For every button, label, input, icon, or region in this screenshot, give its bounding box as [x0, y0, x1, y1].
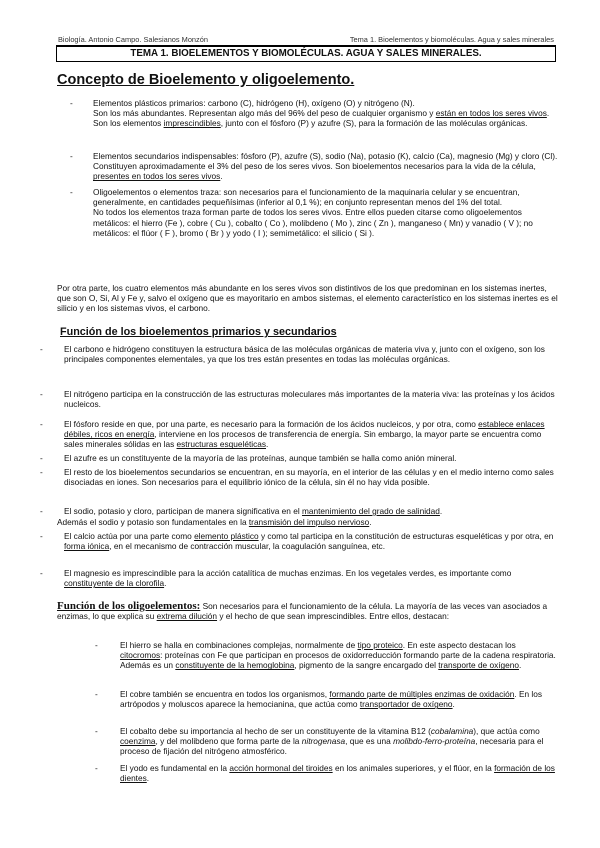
item-nitrogeno: El nitrógeno participa en la construcción de las estructuras moleculares más importantes de la materia viva: las proteínas y los ácidos nucleicos.: [64, 389, 555, 410]
bullet-marker: -: [95, 689, 98, 699]
item-cobre: El cobre también se encuentra en todos los organismos, formando parte de múltiples enzimas de oxidación. En los artrópodos y moluscos aparece la hemocianina, que actúa como transportador de oxígeno.: [120, 689, 543, 710]
item-azufre: El azufre es un constituyente de la mayoría de las proteínas, aunque también se halla como anión mineral.: [64, 453, 457, 463]
section-title-oligoelementos: Función de los oligoelementos:: [57, 600, 201, 612]
bullet-marker: -: [70, 151, 73, 161]
item-carbono: El carbono e hidrógeno constituyen la estructura básica de las moléculas orgánicas de materia viva y, junto con el oxígeno, son los principales componentes elementales, ya que los tres están presentes en todas las moléculas orgánicas.: [64, 344, 545, 365]
bullet-marker: -: [40, 467, 43, 477]
item-magnesio: El magnesio es imprescindible para la acción catalítica de muchas enzimas. En los vegetales verdes, es importante como constituyente de la clorofila.: [64, 568, 512, 589]
bullet-marker: -: [70, 187, 73, 197]
item-yodo: El yodo es fundamental en la acción hormonal del tiroides en los animales superiores, y el flúor, en la formación de los dientes.: [120, 763, 555, 784]
bullet-marker: -: [95, 763, 98, 773]
bullet-marker: -: [40, 506, 43, 516]
header-left: Biología. Antonio Campo. Salesianos Monzón: [58, 35, 208, 44]
item-sodio-potasio: El sodio, potasio y cloro, participan de manera significativa en el mantenimiento del grado de salinidad.: [64, 506, 443, 516]
item-cobalto: El cobalto debe su importancia al hecho de ser un constituyente de la vitamina B12 (cobalamina), que actúa como coenzima, y del molibdeno que forma parte de la nitrogenasa, que es una molibdo-ferro-proteína, necesaria para el proceso de fijación del nitrógeno atmosférico.: [120, 726, 544, 757]
chapter-title: TEMA 1. BIOELEMENTOS Y BIOMOLÉCULAS. AGUA Y SALES MINERALES.: [56, 46, 556, 62]
bullet-marker: -: [40, 531, 43, 541]
bullet-marker: -: [40, 453, 43, 463]
item-calcio: El calcio actúa por una parte como elemento plástico y como tal participa en la constitución de estructuras esqueléticas y por otra, en forma iónica, en el mecanismo de contracción muscular, la coagulación sanguínea, etc.: [64, 531, 554, 552]
header-right: Tema 1. Bioelementos y biomoléculas. Agua y sales minerales: [349, 35, 554, 44]
paragraph-sistemas-inertes: Por otra parte, los cuatro elementos más abundante en los seres vivos son distintivos de los que predominan en los sistemas inertes, que son O, Si, Al y Fe y, salvo el oxígeno que es mayoritario en ambos sistemas, el elemento característico en los sistemas inertes es el silicio y en los sistemas vivos, el carbono.: [57, 283, 558, 314]
bullet-oligoelementos: Oligoelementos o elementos traza: son necesarios para el funcionamiento de la maquinaria celular y se encuentran, generalmente, en cantidades pequeñísimas (inferior al 0,1 %); en conjunto representan menos del 1% del total. No todos los elementos traza forman parte de todos los seres vivos. Entre ellos pueden citarse como oligoelementos metálicos: el hierro (Fe ), cobre ( Cu ), cobalto ( Co ), molibdeno ( Mo ), zinc ( Zn ), manganeso ( Mn) y vanadio ( V ); no metálicos: el flúor ( F ), bromo ( Br ) y yodo ( I ); semimetálico: el silicio ( Si ).: [93, 187, 533, 238]
section-title-funcion-bioelementos: Función de los bioelementos primarios y secundarios: [60, 326, 337, 338]
item-fosforo: El fósforo reside en que, por una parte, es necesario para la formación de los ácidos nucleicos, y por otra, como establece enlaces débiles, ricos en energía, interviene en los procesos de transferencia de energía. Sin embargo, la mayor parte se encuentra como sales minerales sólidas en las estructuras esqueléticas.: [64, 419, 545, 450]
item-secundarios: El resto de los bioelementos secundarios se encuentran, en su mayoría, en el interior de las células y en el medio interno como sales disociadas en iones. Son necesarios para el equilibrio iónico de la célula, sin él no hay vida posible.: [64, 467, 554, 488]
bullet-marker: -: [40, 568, 43, 578]
item-hierro: El hierro se halla en combinaciones complejas, normalmente de tipo proteico. En este aspecto destacan los citocromos: proteínas con Fe que participan en procesos de oxidorreducción formando parte de la cadena respiratoria. Además es un constituyente de la hemoglobina, pigmento de la sangre encargado del transporte de oxígeno.: [120, 640, 556, 671]
bullet-marker: -: [95, 640, 98, 650]
bullet-marker: -: [95, 726, 98, 736]
bullet-elementos-secundarios: Elementos secundarios indispensables: fósforo (P), azufre (S), sodio (Na), potasio (K), calcio (Ca), magnesio (Mg) y cloro (Cl). Constituyen aproximadamente el 3% del peso de los seres vivos. Son bioelementos necesarios para la vida de la célula, presentes en todos los seres vivos.: [93, 151, 558, 182]
oligoelementos-intro: Función de los oligoelementos: Son necesarios para el funcionamiento de la célula. La mayoría de las veces van asociados a enzimas, lo que explica su extrema dilución y el hecho de que sean imprescindibles. Entre ellos, destacan:: [57, 600, 548, 622]
bullet-marker: -: [70, 98, 73, 108]
section-title-concepto: Concepto de Bioelemento y oligoelemento.: [57, 72, 355, 88]
bullet-elementos-primarios: Elementos plásticos primarios: carbono (C), hidrógeno (H), oxígeno (O) y nitrógeno (N). Son los más abundantes. Representan algo más del 96% del peso de cualquier organismo y están en todos los seres vivos. Son los elementos imprescindibles, junto con el fósforo (P) y azufre (S), para la formación de las moléculas orgánicas.: [93, 98, 550, 129]
running-header: [56, 34, 556, 46]
bullet-marker: -: [40, 344, 43, 354]
bullet-marker: -: [40, 389, 43, 399]
item-sodio-potasio-cont: Además el sodio y potasio son fundamentales en la transmisión del impulso nervioso.: [57, 517, 372, 527]
bullet-marker: -: [40, 419, 43, 429]
